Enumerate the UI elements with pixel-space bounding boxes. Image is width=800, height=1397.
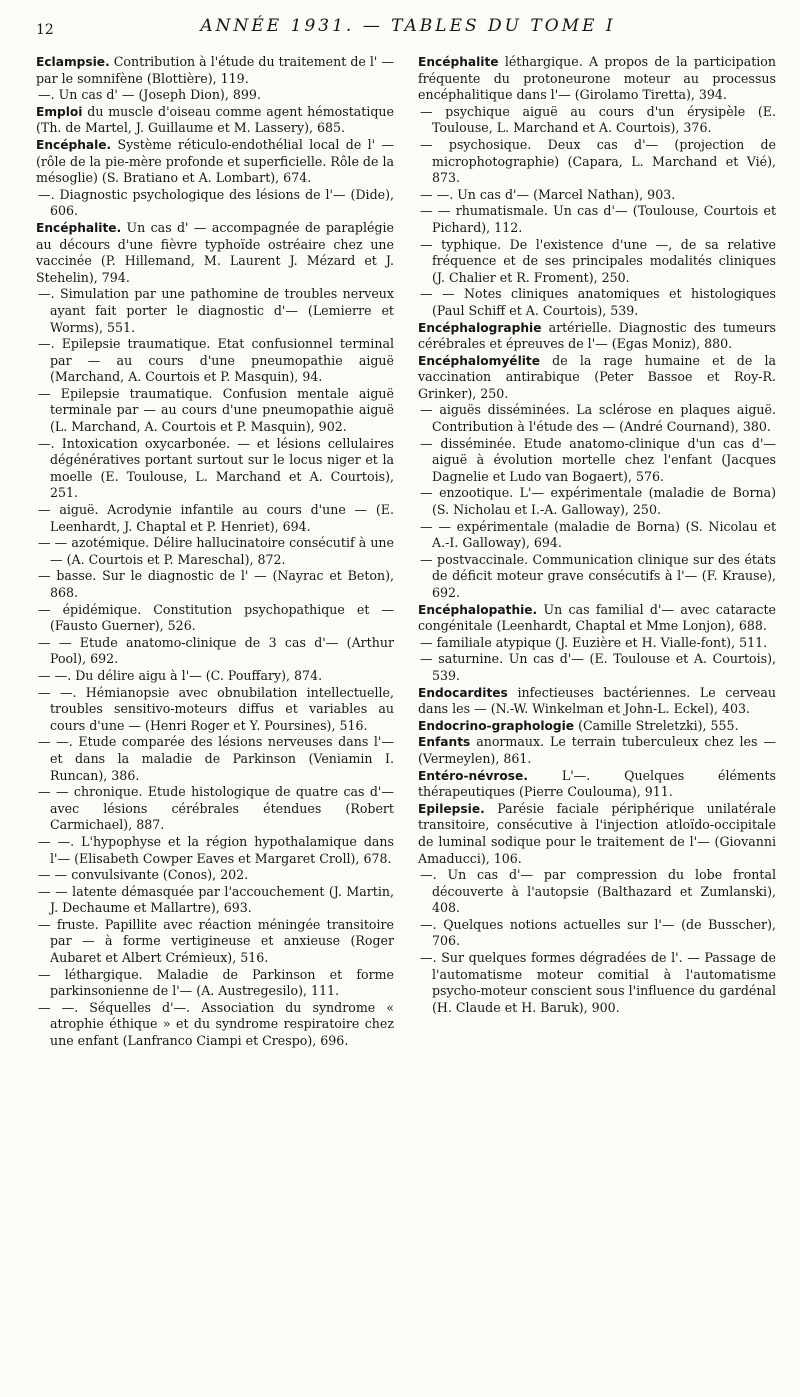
index-entry (36, 535, 394, 568)
entry-text: — — latente démasquée par l'accouchement (J. Martin, J. Dechaume et Mallartre), 693. (38, 883, 394, 916)
entry-text: infectieuses bactériennes. Le cerveau dans les — (N.-W. Winkelman et John-L. Eckel), 403. (418, 684, 776, 717)
entry-text: — psychique aiguë au cours d'un érysipèle (E. Toulouse, L. Marchand et A. Courtois), 376. (420, 103, 776, 136)
index-entry (36, 635, 394, 668)
entry-text: du muscle d'oiseau comme agent hémostatique (Th. de Martel, J. Guillaume et M. Lassery), 685. (36, 103, 394, 136)
entry-text: Un cas familial d'— avec cataracte congénitale (Leenhardt, Chaptal et Mme Lonjon), 688. (418, 601, 776, 634)
index-entry (418, 917, 776, 950)
index-entry (418, 187, 776, 204)
entry-text: — saturnine. Un cas d'— (E. Toulouse et A. Courtois), 539. (420, 651, 776, 683)
entry-heading: Emploi (36, 104, 83, 119)
index-entry (418, 734, 776, 767)
entry-text: — —. Etude comparée des lésions nerveuses dans l'— et dans la maladie de Parkinson (Veniamin I. Runcan), 386. (38, 734, 394, 783)
index-entry (418, 402, 776, 435)
entry-text: — — azotémique. Délire hallucinatoire consécutif à une — (A. Courtois et P. Mareschal), 872. (38, 535, 394, 567)
index-entry (36, 220, 394, 286)
entry-text: — léthargique. Maladie de Parkinson et forme parkinsonienne de l'— (A. Austregesilo), 111. (38, 966, 394, 999)
entry-text: — aiguës disséminées. La sclérose en plaques aiguë. Contribution à l'étude des — (André Cournand), 380. (420, 402, 776, 435)
index-entry (36, 137, 394, 187)
entry-heading: Encéphalomyélite (418, 353, 541, 368)
entry-text: — — rhumatismale. Un cas d'— (Toulouse, Courtois et Pichard), 112. (420, 203, 776, 235)
index-entry (418, 602, 776, 635)
entry-text: — — Notes cliniques anatomiques et histologiques (Paul Schiff et A. Courtois), 539. (420, 286, 776, 318)
entry-text: Parésie faciale périphérique unilatérale transitoire, consécutive à l'injection atloïdo-occipitale de luminal sodique pour le traitement de l'— (Giovanni Amaducci), 106. (418, 800, 776, 866)
entry-text: artérielle. Diagnostic des tumeurs cérébrales et épreuves de l'— (Egas Moniz), 880. (418, 319, 776, 352)
entry-text: —. Intoxication oxycarbonée. — et lésions cellulaires dégénératives portant surtout sur le locus niger et la moelle (E. Toulouse, L. Marchand et A. Courtois), 251. (38, 435, 394, 501)
index-entry (418, 237, 776, 287)
index-entry (418, 353, 776, 403)
entry-text: léthargique. A propos de la participation fréquente du protoneurone moteur au processus encéphalitique dans l'— (Girolamo Tiretta), 394. (418, 54, 776, 103)
index-entry (36, 436, 394, 502)
entry-text: de la rage humaine et de la vaccination antirabique (Peter Bassoe et Roy-R. Grinker), 250. (418, 352, 776, 401)
entry-text: Contribution à l'étude du traitement de l' — par le somnifène (Blottière), 119. (36, 54, 394, 86)
index-entry (36, 286, 394, 336)
index-columns (36, 54, 780, 1374)
index-entry (418, 485, 776, 518)
index-entry (418, 768, 776, 801)
index-entry (418, 552, 776, 602)
entry-heading: Enfants (418, 735, 471, 750)
index-entry (36, 685, 394, 735)
index-entry (36, 187, 394, 220)
index-entry (418, 320, 776, 353)
index-entry (418, 718, 776, 735)
entry-text: — fruste. Papillite avec réaction méningée transitoire par — à forme vertigineuse et anxieuse (Roger Aubaret et Albert Crémieux), 516. (38, 916, 394, 966)
entry-text: — aiguë. Acrodynie infantile au cours d'une — (E. Leenhardt, J. Chaptal et P. Henriet), 694. (38, 502, 394, 534)
entry-text: — Epilepsie traumatique. Confusion mentale aiguë terminale par — au cours d'une pneumopathie aiguë (L. Marchand, A. Courtois et P. Masquin), 902. (38, 385, 394, 435)
index-entry (36, 1000, 394, 1050)
index-entry (36, 502, 394, 535)
index-entry (36, 917, 394, 967)
index-entry (418, 685, 776, 718)
entry-text: L'—. Quelques éléments thérapeutiques (Pierre Coulouma), 911. (418, 767, 776, 800)
entry-text: — psychosique. Deux cas d'— (projection de microphotographie) (Capara, L. Marchand et Vié), 873. (420, 136, 776, 186)
entry-text: —. Epilepsie traumatique. Etat confusionnel terminal par — au cours d'une pneumopathie aiguë (Marchand, A. Courtois et P. Masquin), 94. (38, 336, 394, 385)
index-entry (36, 602, 394, 635)
entry-text: — —. Un cas d'— (Marcel Nathan), 903. (420, 186, 676, 202)
entry-text: — —. Séquelles d'—. Association du syndrome « atrophie éthique » et du syndrome respiratoire chez une enfant (Lanfranco Ciampi et Crespo), 696. (38, 999, 394, 1049)
entry-heading: Eclampsie. (36, 55, 110, 69)
index-entry (418, 104, 776, 137)
index-entry (418, 203, 776, 236)
entry-text: — — expérimentale (maladie de Borna) (S. Nicolau et A.-I. Galloway), 694. (420, 518, 776, 551)
entry-text: — enzootique. L'— expérimentale (maladie de Borna) (S. Nicholau et I.-A. Galloway), 250. (420, 485, 776, 518)
entry-text: — —. Du délire aigu à l'— (C. Pouffary), 874. (38, 667, 323, 683)
index-entry (418, 519, 776, 552)
entry-heading: Endocardites (418, 685, 508, 700)
index-entry (418, 54, 776, 104)
right-column (418, 54, 776, 1374)
entry-text: — — chronique. Etude histologique de quatre cas d'— avec lésions cérébrales étendues (Robert Carmichael), 887. (38, 784, 394, 833)
running-head: ANNÉE 1931. — TABLES DU TOME I (200, 16, 616, 36)
index-entry (418, 137, 776, 187)
entry-text: — — Etude anatomo-clinique de 3 cas d'— (Arthur Pool), 692. (38, 634, 394, 667)
entry-text: (Camille Streletzki), 555. (574, 717, 739, 733)
index-entry (36, 834, 394, 867)
entry-text: — familiale atypique (J. Euzière et H. Vialle-font), 511. (420, 634, 768, 650)
entry-text: — disséminée. Etude anatomo-clinique d'un cas d'— aiguë à évolution mortelle chez l'enfant (Jacques Dagnelie et Ludo van Bogaert), 576. (420, 435, 776, 484)
entry-text: anormaux. Le terrain tuberculeux chez les — (Vermeylen), 861. (418, 734, 776, 766)
index-entry (36, 386, 394, 436)
entry-text: —. Un cas d' — (Joseph Dion), 899. (38, 87, 261, 103)
entry-heading: Encéphale. (36, 137, 112, 152)
index-entry (36, 54, 394, 87)
index-entry (36, 967, 394, 1000)
index-entry (36, 734, 394, 784)
entry-heading: Endocrino-graphologie (418, 718, 575, 733)
entry-text: —. Diagnostic psychologique des lésions de l'— (Dide), 606. (38, 186, 394, 219)
entry-text: — — convulsivante (Conos), 202. (38, 867, 249, 883)
entry-text: —. Simulation par une pathomine de troubles nerveux ayant fait porter le diagnostic d'— (Lemierre et Worms), 551. (38, 286, 394, 335)
index-entry (418, 651, 776, 684)
index-entry (36, 568, 394, 601)
entry-text: — typhique. De l'existence d'une —, de sa relative fréquence et de ses principales modalités cliniques (J. Chalier et R. Froment), 250. (420, 236, 776, 285)
index-entry (36, 867, 394, 884)
entry-heading: Encéphalite (418, 55, 499, 69)
entry-heading: Epilepsie. (418, 801, 485, 816)
index-entry (418, 286, 776, 319)
index-entry (36, 784, 394, 834)
index-entry (418, 801, 776, 867)
page-number: 12 (36, 22, 54, 38)
index-entry (36, 668, 394, 685)
index-entry (418, 867, 776, 917)
index-entry (418, 436, 776, 486)
page-header (36, 0, 780, 54)
entry-text: — —. Hémianopsie avec obnubilation intellectuelle, troubles sensitivo-moteurs diffus et variables au cours d'une — (Henri Roger et Y. Poursines), 516. (38, 684, 394, 733)
index-entry (36, 104, 394, 137)
entry-text: —. Quelques notions actuelles sur l'— (de Busscher), 706. (420, 916, 776, 949)
entry-text: Un cas d' — accompagnée de paraplégie au décours d'une fièvre typhoïde ostréaire chez une vaccinée (P. Hillemand, M. Laurent J. Mézard et J. Stehelin), 794. (36, 219, 394, 285)
entry-text: —. Un cas d'— par compression du lobe frontal découverte à l'autopsie (Balthazard et Zumlanski), 408. (420, 867, 776, 916)
entry-text: —. Sur quelques formes dégradées de l'. — Passage de l'automatisme moteur comitial à l'automatisme psycho-moteur conscient sous l'influence du gardénal (H. Claude et H. Baruk), 900. (420, 950, 776, 1015)
index-entry (418, 950, 776, 1016)
index-entry (36, 884, 394, 917)
entry-text: — —. L'hypophyse et la région hypothalamique dans l'— (Elisabeth Cowper Eaves et Margaret Croll), 678. (38, 833, 394, 866)
entry-text: — épidémique. Constitution psychopathique et — (Fausto Guerner), 526. (38, 601, 394, 634)
index-entry (36, 336, 394, 386)
entry-heading: Encéphalopathie. (418, 602, 538, 617)
entry-text: Système réticulo-endothélial local de l' — (rôle de la pie-mère profonde et superficielle. Rôle de la mésoglie) (S. Bratiano et A. Lombart), 674. (36, 136, 394, 186)
entry-heading: Encéphalographie (418, 320, 542, 335)
entry-text: — basse. Sur le diagnostic de l' — (Nayrac et Beton), 868. (38, 568, 394, 600)
index-entry (418, 635, 776, 652)
entry-heading: Entéro-névrose. (418, 768, 528, 783)
entry-heading: Encéphalite. (36, 220, 122, 235)
entry-text: — postvaccinale. Communication clinique sur des états de déficit moteur grave consécutifs à l'— (F. Krause), 692. (420, 551, 776, 600)
index-entry (36, 87, 394, 104)
left-column (36, 54, 394, 1374)
